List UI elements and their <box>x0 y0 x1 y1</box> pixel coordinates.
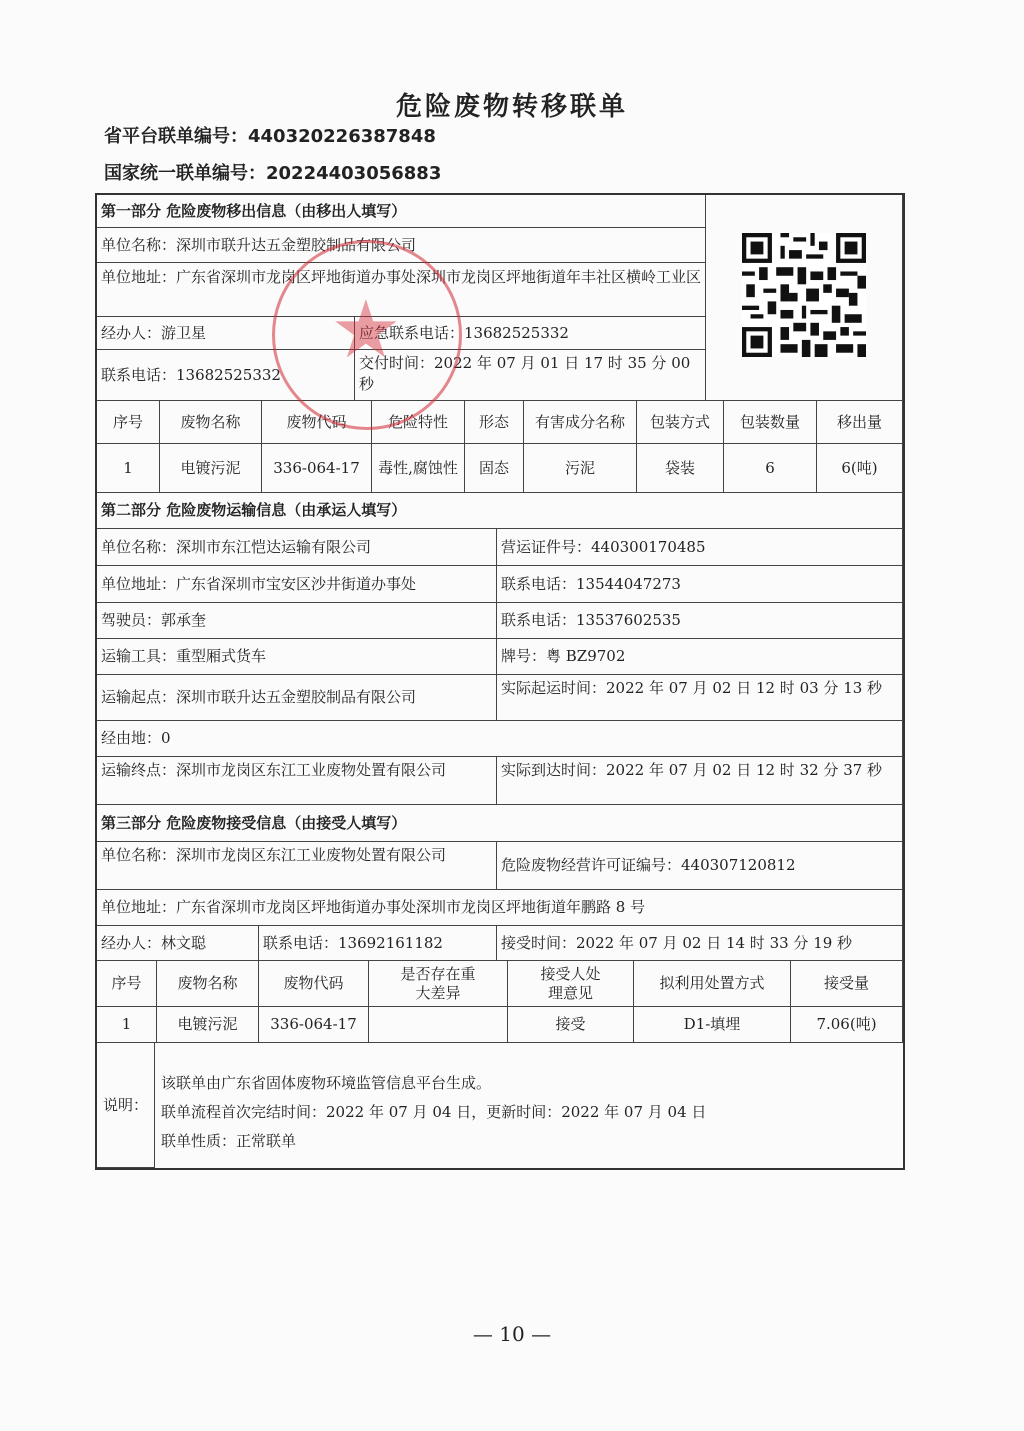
part2-permit: 营运证件号：440300170485 <box>497 529 903 566</box>
t1-header-cell: 有害成分名称 <box>524 401 637 444</box>
t1-cell: 污泥 <box>524 444 637 493</box>
t2-cell <box>369 1007 508 1043</box>
t1-header-cell: 包装数量 <box>724 401 817 444</box>
part3-handler: 经办人：林文聪 <box>97 926 259 961</box>
t1-header-cell: 废物名称 <box>160 401 262 444</box>
t1-header-cell: 危险特性 <box>372 401 465 444</box>
part2-origin: 运输起点：深圳市联升达五金塑胶制品有限公司 <box>97 675 497 721</box>
part1-emergency-phone: 应急联系电话：13682525332 <box>355 317 706 350</box>
t1-cell: 336-064-17 <box>262 444 372 493</box>
part2-destination: 运输终点：深圳市龙岗区东江工业废物处置有限公司 <box>97 757 497 805</box>
part1-handover-time: 交付时间：2022 年 07 月 01 日 17 时 35 分 00 秒 <box>355 350 706 401</box>
part2-heading: 第二部分 危险废物运输信息（由承运人填写） <box>97 493 903 529</box>
t1-header-cell: 序号 <box>97 401 160 444</box>
t2-header-cell: 是否存在重大差异 <box>369 961 508 1007</box>
t2-header-cell: 接受量 <box>791 961 903 1007</box>
provincial-manifest-number: 省平台联单编号：440320226387848 <box>104 126 436 147</box>
part3-address: 单位地址：广东省深圳市龙岗区坪地街道办事处深圳市龙岗区坪地街道年鹏路 8 号 <box>97 890 903 926</box>
part2-driver: 驾驶员：郭承奎 <box>97 603 497 639</box>
t1-cell: 袋装 <box>637 444 724 493</box>
t2-header-cell: 接受人处理意见 <box>508 961 634 1007</box>
t2-cell: D1-填埋 <box>634 1007 791 1043</box>
qr-code-icon <box>742 233 866 357</box>
t2-cell: 电镀污泥 <box>157 1007 259 1043</box>
t2-cell: 1 <box>97 1007 157 1043</box>
part1-heading: 第一部分 危险废物移出信息（由移出人填写） <box>97 195 706 228</box>
part2-vehicle: 运输工具：重型厢式货车 <box>97 639 497 675</box>
t2-header-cell: 废物代码 <box>259 961 369 1007</box>
t1-header-cell: 形态 <box>465 401 524 444</box>
part2-arrive-time: 实际到达时间：2022 年 07 月 02 日 12 时 32 分 37 秒 <box>497 757 903 805</box>
notes-label: 说明： <box>97 1043 155 1168</box>
part1-address: 单位地址：广东省深圳市龙岗区坪地街道办事处深圳市龙岗区坪地街道年丰社区横岭工业区 <box>97 263 706 317</box>
notes-content <box>155 1043 903 1168</box>
part2-phone2: 联系电话：13537602535 <box>497 603 903 639</box>
t2-header-cell: 序号 <box>97 961 157 1007</box>
t2-cell: 接受 <box>508 1007 634 1043</box>
t1-cell: 毒性,腐蚀性 <box>372 444 465 493</box>
t1-cell: 1 <box>97 444 160 493</box>
t1-cell: 电镀污泥 <box>160 444 262 493</box>
part2-phone1: 联系电话：13544047273 <box>497 566 903 603</box>
t2-header-cell: 拟利用处置方式 <box>634 961 791 1007</box>
t1-header-cell: 废物代码 <box>262 401 372 444</box>
t1-cell: 6 <box>724 444 817 493</box>
t1-header-cell: 移出量 <box>817 401 903 444</box>
part3-heading: 第三部分 危险废物接受信息（由接受人填写） <box>97 805 903 842</box>
part3-unit-name: 单位名称：深圳市龙岗区东江工业废物处置有限公司 <box>97 842 497 890</box>
part3-phone: 联系电话：13692161182 <box>259 926 497 961</box>
national-manifest-number: 国家统一联单编号：20224403056883 <box>104 163 442 184</box>
part2-plate: 牌号：粤 BZ9702 <box>497 639 903 675</box>
part1-handler: 经办人：游卫星 <box>97 317 355 350</box>
t1-cell: 6(吨) <box>817 444 903 493</box>
t2-header-cell: 废物名称 <box>157 961 259 1007</box>
part2-depart-time: 实际起运时间：2022 年 07 月 02 日 12 时 03 分 13 秒 <box>497 675 903 721</box>
part3-license: 危险废物经营许可证编号：440307120812 <box>497 842 903 890</box>
page-number: — 10 — <box>472 1322 552 1346</box>
part2-via: 经由地：0 <box>97 721 903 757</box>
document-title: 危险废物转移联单 <box>395 92 628 122</box>
part3-receive-time: 接受时间：2022 年 07 月 02 日 14 时 33 分 19 秒 <box>497 926 903 961</box>
part2-address: 单位地址：广东省深圳市宝安区沙井街道办事处 <box>97 566 497 603</box>
t2-cell: 336-064-17 <box>259 1007 369 1043</box>
notes-line-2: 联单流程首次完结时间：2022 年 07 月 04 日，更新时间：2022 年 07 月 04 日 <box>161 1103 707 1121</box>
t1-cell: 固态 <box>465 444 524 493</box>
part2-unit-name: 单位名称：深圳市东江恺达运输有限公司 <box>97 529 497 566</box>
t2-cell: 7.06(吨) <box>791 1007 903 1043</box>
part1-phone: 联系电话：13682525332 <box>97 350 355 401</box>
seal-star-icon: ★ <box>330 283 402 376</box>
notes-line-3: 联单性质：正常联单 <box>161 1132 297 1150</box>
notes-line-1: 该联单由广东省固体废物环境监管信息平台生成。 <box>161 1074 492 1092</box>
part1-unit-name: 单位名称：深圳市联升达五金塑胶制品有限公司 <box>97 228 706 263</box>
t1-header-cell: 包装方式 <box>637 401 724 444</box>
